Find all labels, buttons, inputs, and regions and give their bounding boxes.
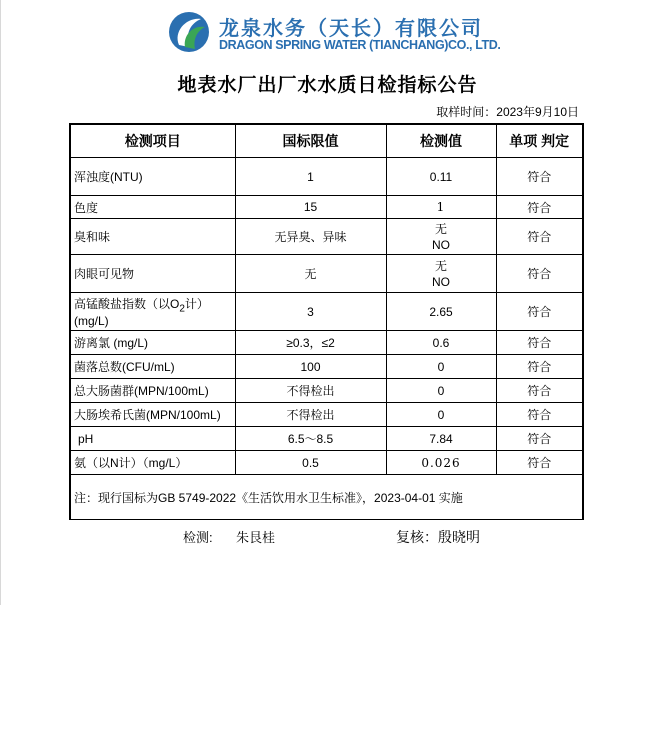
table-note-row <box>70 475 583 520</box>
table-header-row <box>70 124 583 158</box>
item-limit: 1 <box>235 158 386 196</box>
table-row <box>70 196 583 219</box>
item-value: 0.6 <box>386 331 496 355</box>
item-judge: 符合 <box>496 355 583 379</box>
item-name: 肉眼可见物 <box>70 255 235 293</box>
company-logo <box>167 9 501 55</box>
inspector-label: 检测: <box>183 530 213 545</box>
item-value: 0.11 <box>386 158 496 196</box>
reviewer-signoff: 复核：殷晓明 <box>396 529 480 545</box>
item-name: 大肠埃希氏菌(MPN/100mL) <box>70 403 235 427</box>
item-limit: 3 <box>235 293 386 331</box>
item-limit: 不得检出 <box>235 379 386 403</box>
table-row <box>70 331 583 355</box>
item-judge: 符合 <box>496 255 583 293</box>
item-judge: 符合 <box>496 196 583 219</box>
item-name-part: 高锰酸盐指数（以O <box>74 296 180 311</box>
item-limit: 0.5 <box>235 451 386 475</box>
item-name: 氨（以N计）（mg/L） <box>70 451 235 475</box>
item-value: 1 <box>386 196 496 219</box>
company-name-cn: 龙泉水务（天长）有限公司 <box>219 16 483 40</box>
item-value <box>386 219 496 255</box>
sample-date: 取样时间：2023年9月10日 <box>436 105 579 119</box>
item-name: pH <box>70 427 235 451</box>
company-name-en: DRAGON SPRING WATER (TIANCHANG)CO., LTD. <box>219 38 501 52</box>
table-row <box>70 379 583 403</box>
col-header-judge: 单项 判定 <box>496 124 583 158</box>
item-name-unit: (mg/L) <box>74 314 109 329</box>
col-header-item: 检测项目 <box>70 124 235 158</box>
item-judge: 符合 <box>496 427 583 451</box>
item-value-alt: NO <box>432 237 450 252</box>
item-judge: 符合 <box>496 403 583 427</box>
item-value-alt: NO <box>432 274 450 289</box>
item-limit: ≥0.3，≤2 <box>235 331 386 355</box>
item-value: 0 <box>386 403 496 427</box>
water-quality-table <box>69 123 584 520</box>
item-value: 0.026 <box>386 451 496 475</box>
item-name: 游离氯 (mg/L) <box>70 331 235 355</box>
table-row <box>70 355 583 379</box>
table-row <box>70 219 583 255</box>
item-judge: 符合 <box>496 219 583 255</box>
table-row <box>70 255 583 293</box>
item-value <box>386 255 496 293</box>
table-row <box>70 427 583 451</box>
standard-note: 注：现行国标为GB 5749-2022《生活饮用水卫生标准》，2023-04-01 实施 <box>70 475 583 520</box>
item-name: 色度 <box>70 196 235 219</box>
item-name <box>70 293 235 331</box>
item-limit: 无 <box>235 255 386 293</box>
item-limit: 无异臭、异味 <box>235 219 386 255</box>
item-value: 7.84 <box>386 427 496 451</box>
item-judge: 符合 <box>496 451 583 475</box>
item-limit: 不得检出 <box>235 403 386 427</box>
col-header-value: 检测值 <box>386 124 496 158</box>
item-name: 浑浊度(NTU) <box>70 158 235 196</box>
item-name: 菌落总数(CFU/mL) <box>70 355 235 379</box>
item-value-main: 无 <box>434 221 447 236</box>
item-judge: 符合 <box>496 379 583 403</box>
item-value: 0 <box>386 379 496 403</box>
table-row <box>70 403 583 427</box>
company-logo-icon <box>167 9 211 55</box>
table-row <box>70 293 583 331</box>
col-header-limit: 国标限值 <box>235 124 386 158</box>
item-limit: 6.5～8.5 <box>235 427 386 451</box>
item-name: 臭和味 <box>70 219 235 255</box>
table-row <box>70 158 583 196</box>
item-value-main: 无 <box>434 258 447 273</box>
inspector-name: 朱艮桂 <box>236 530 276 545</box>
item-name-subscript: 2 <box>179 303 185 315</box>
item-limit: 100 <box>235 355 386 379</box>
item-judge: 符合 <box>496 293 583 331</box>
item-name: 总大肠菌群(MPN/100mL) <box>70 379 235 403</box>
item-name-part: 计） <box>184 296 209 311</box>
item-limit: 15 <box>235 196 386 219</box>
item-value: 2.65 <box>386 293 496 331</box>
page-title: 地表水厂出厂水水质日检指标公告 <box>177 74 478 96</box>
item-value: 0 <box>386 355 496 379</box>
item-judge: 符合 <box>496 331 583 355</box>
table-row <box>70 451 583 475</box>
item-judge: 符合 <box>496 158 583 196</box>
